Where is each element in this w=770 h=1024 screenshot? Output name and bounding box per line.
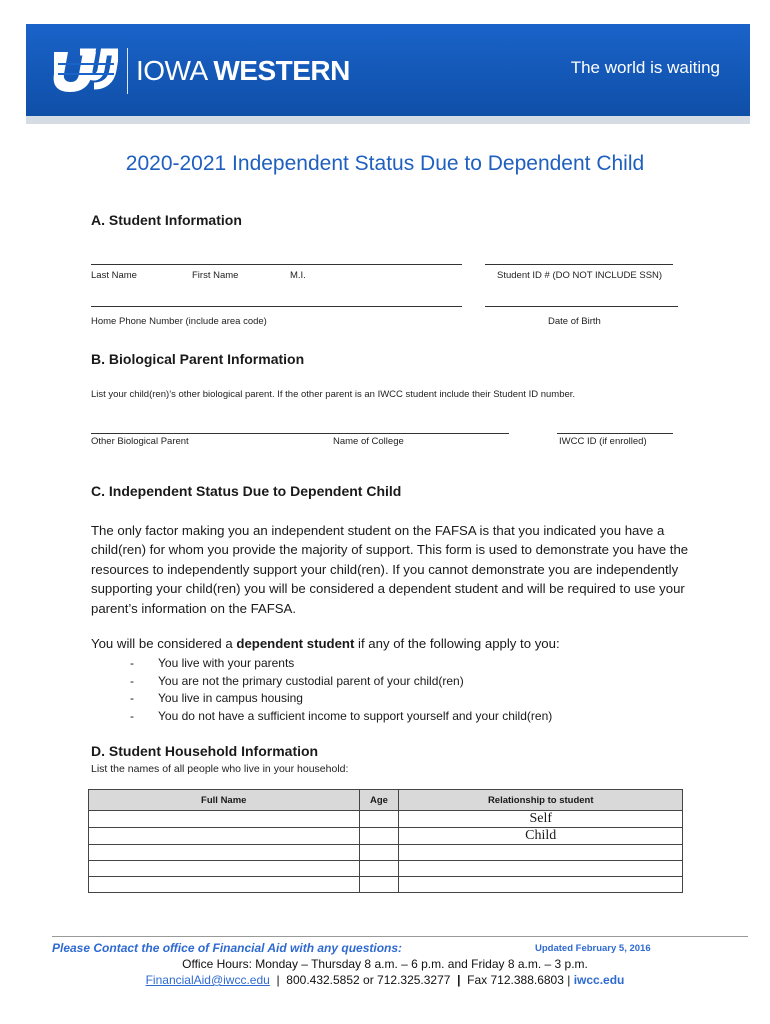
section-c-paragraph: The only factor making you an independent student on the FAFSA is that you indicated you have a child(ren) for whom you provide the majority of support. This form is used to demonstrate you have the resources to independently support your child(ren). If you cannot demonstrate you are independently supporting your child(ren) you will be considered a dependent student and will be required to use your parent’s information on the FAFSA. [91,523,689,616]
full-name-cell[interactable] [89,877,360,893]
first-name-label: First Name [192,270,239,281]
iwcc-id-label: IWCC ID (if enrolled) [559,436,647,447]
age-cell[interactable] [359,811,399,828]
relationship-cell[interactable]: Child [399,828,683,845]
home-phone-label: Home Phone Number (include area code) [91,316,267,327]
dependent-criteria-intro: You will be considered a dependent student if any of the following apply to you: [91,636,560,651]
iowa-western-logo-icon [50,48,118,94]
last-name-label: Last Name [91,270,137,281]
footer-contact-line: FinancialAid@iwcc.edu | 800.432.5852 or 712.325.3277 | Fax 712.388.6803 | iwcc.edu [145,973,625,987]
section-b-heading: B. Biological Parent Information [91,351,305,367]
col-relationship: Relationship to student [399,790,683,811]
full-name-cell[interactable] [89,845,360,861]
iwcc-id-line[interactable] [557,433,673,434]
student-name-line[interactable] [91,264,462,265]
relationship-cell[interactable] [399,861,683,877]
student-id-label: Student ID # (DO NOT INCLUDE SSN) [497,270,663,281]
college-label: Name of College [333,436,404,447]
household-table [88,789,683,893]
header-stripe [26,116,750,124]
logo-divider [127,48,128,94]
mi-label: M.I. [290,270,306,281]
table-row [89,845,683,861]
fax-number: Fax 712.388.6803 [467,973,564,987]
list-item: - You live in campus housing [130,691,303,705]
footer-contact: Please Contact the office of Financial Aid with any questions: [52,941,403,955]
footer-office-hours: Office Hours: Monday – Thursday 8 a.m. – 6 p.m. and Friday 8 a.m. – 3 p.m. [182,957,588,971]
tagline: The world is waiting [570,58,720,77]
home-phone-line[interactable] [91,306,462,307]
other-parent-label: Other Biological Parent [91,436,189,447]
col-full-name: Full Name [89,790,360,811]
full-name-cell[interactable] [89,828,360,845]
logo-wordmark: IOWA WESTERN [136,55,350,86]
dependent-criteria-list [130,655,552,725]
age-cell[interactable] [359,877,399,893]
section-a-heading: A. Student Information [91,212,242,228]
table-row [89,861,683,877]
section-d-instruction: List the names of all people who live in your household: [91,763,349,775]
student-id-line[interactable] [485,264,673,265]
col-age: Age [359,790,399,811]
full-name-cell[interactable] [89,811,360,828]
list-item: - You are not the primary custodial parent of your child(ren) [130,673,464,688]
full-name-cell[interactable] [89,861,360,877]
dob-line[interactable] [485,306,678,307]
section-c-heading: C. Independent Status Due to Dependent Child [91,483,402,499]
form-title: 2020-2021 Independent Status Due to Dependent Child [125,152,645,175]
table-row [89,828,683,845]
dob-label: Date of Birth [548,316,601,327]
table-row [89,877,683,893]
other-parent-line[interactable] [91,433,509,434]
footer-rule [52,936,748,937]
relationship-cell[interactable] [399,845,683,861]
relationship-cell[interactable]: Self [399,811,683,828]
email-link[interactable]: FinancialAid@iwcc.edu [145,973,270,987]
age-cell[interactable] [359,845,399,861]
table-row [89,811,683,828]
section-d-heading: D. Student Household Information [91,743,319,759]
phone-numbers: 800.432.5852 or 712.325.3277 [286,973,451,987]
footer-updated: Updated February 5, 2016 [535,943,651,954]
section-b-instruction: List your child(ren)’s other biological parent. If the other parent is an IWCC student include their Student ID number. [91,389,576,400]
table-header-row [89,790,683,811]
list-item: - You do not have a sufficient income to support yourself and your child(ren) [130,708,553,723]
website-link[interactable]: iwcc.edu [573,973,625,987]
age-cell[interactable] [359,828,399,845]
age-cell[interactable] [359,861,399,877]
list-item: - You live with your parents [130,656,295,670]
relationship-cell[interactable] [399,877,683,893]
